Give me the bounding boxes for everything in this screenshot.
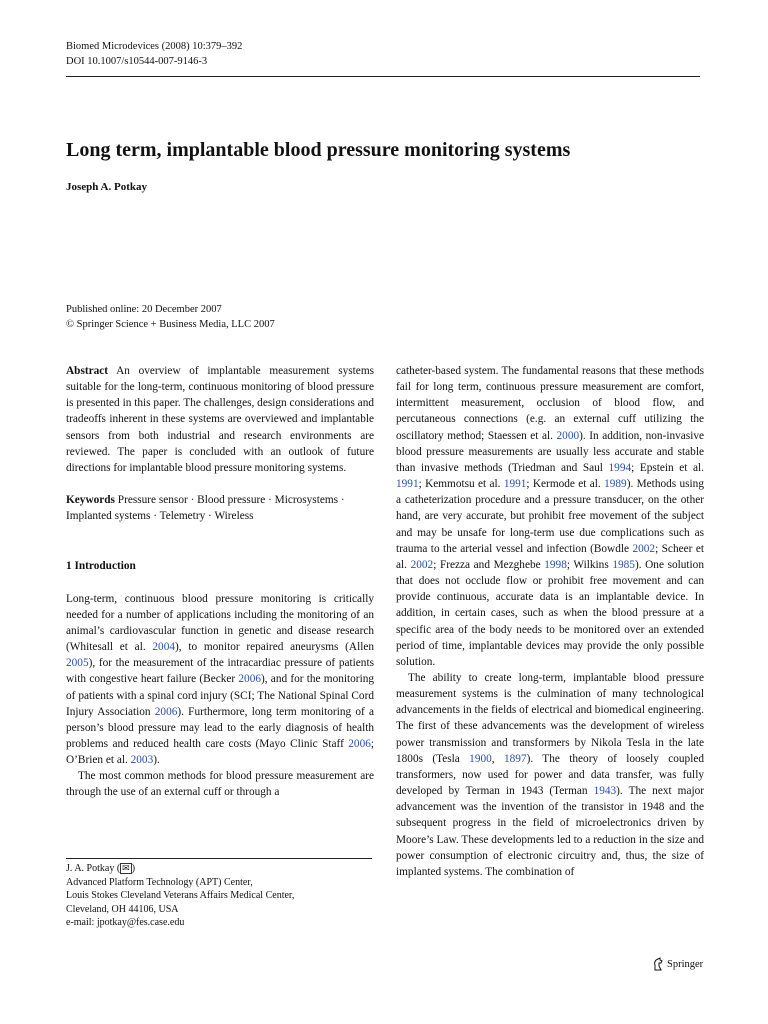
text-run: , — [491, 752, 504, 765]
citation-link[interactable]: 2003 — [130, 754, 154, 767]
right-column — [396, 363, 704, 880]
published-date: Published online: 20 December 2007 — [66, 304, 222, 315]
citation-link[interactable]: 1985 — [612, 558, 635, 571]
citation-link[interactable]: 1900 — [469, 752, 492, 765]
left-column — [66, 363, 374, 801]
footnote-author — [66, 862, 294, 876]
doi: DOI 10.1007/s10544-007-9146-3 — [66, 56, 208, 67]
text-run: ). One solution that does not occlude flow or prohibit free movement and can provide continuous, accurate data is an implantable device. In addition, in certain cases, such as when the blood pressure at a specific area of the body needs to be monitored over an extended period of time, implantable devices may provide the only possible solution. — [396, 558, 704, 668]
citation-link[interactable]: 2002 — [410, 558, 434, 571]
citation-link[interactable]: 1943 — [593, 785, 617, 798]
text-run: J. A. Potkay ( — [66, 863, 121, 874]
text-run: ; Kemmotsu et al. — [418, 478, 504, 491]
text-run: ; Frezza and Mezghebe — [433, 558, 545, 571]
abstract-label: Abstract — [66, 365, 109, 377]
citation-link[interactable]: 2004 — [152, 641, 175, 654]
citation-link[interactable]: 2002 — [632, 542, 656, 555]
copyright: © Springer Science + Business Media, LLC 2007 — [66, 319, 275, 330]
text-run: ). The next major advancement was the invention of the transistor in 1948 and the subsequent progress in the field of microelectronics driven by Moore’s Law. These developments led to a reduction in the size and power consumption of electronic circuitry and, thus, the size of implanted systems. The combination of — [396, 785, 705, 878]
citation-link[interactable]: 1991 — [503, 478, 527, 491]
springer-horse-icon — [652, 957, 664, 971]
text-run: ; Epstein et al. — [631, 461, 704, 474]
publisher-name: Springer — [667, 958, 704, 970]
citation-link[interactable]: 2006 — [154, 705, 178, 718]
text-run: ). — [153, 754, 160, 767]
citation-link[interactable]: 2006 — [238, 673, 261, 686]
text-run: ; Kermode et al. — [526, 478, 605, 491]
text-run: ). Methods using a catheterization procedure and a pressure transducer, on the other hand, are very accurate, but prohibit free movement of the subject and may be unsafe for long-term use due complications such as trauma to the arterial vessel and infection (Bowdle — [396, 478, 704, 555]
text-run: ; Wilkins — [566, 558, 613, 571]
text-run: ), to monitor repaired aneurysms (Allen — [175, 641, 375, 654]
citation-link[interactable]: 2005 — [66, 657, 89, 670]
envelope-icon[interactable]: ✉ — [122, 863, 130, 873]
header-rule — [66, 76, 700, 77]
text-run: ; O’Brien et al. — [66, 737, 374, 767]
footnote-line: Cleveland, OH 44106, USA — [66, 903, 179, 915]
text-run: ), for the measurement of the intracardiac pressure of patients with congestive heart failure (Becker — [66, 657, 374, 686]
paper-title: Long term, implantable blood pressure monitoring systems — [66, 139, 571, 161]
citation-link[interactable]: 2006 — [348, 737, 371, 750]
text-run: ). In addition, non-invasive blood pressure measurements are usually less accurate and stable than invasive methods (Triedman and Saul — [396, 429, 704, 474]
intro-paragraph-1 — [66, 591, 374, 769]
keywords-text: Pressure sensor · Blood pressure · Microsystems · Implanted systems · Telemetry · Wireless — [66, 494, 345, 523]
citation-link[interactable]: 2000 — [556, 429, 580, 442]
footnote-line: Advanced Platform Technology (APT) Center, — [66, 876, 253, 888]
citation-link[interactable]: 1897 — [503, 752, 527, 765]
text-run: ) — [131, 863, 136, 874]
footnote-rule — [66, 858, 372, 859]
text-run: ). Furthermore, long term monitoring of a person’s blood pressure may lead to the early diagnosis of health problems and reduced health care costs (Mayo Clinic Staff — [66, 705, 374, 750]
text-run: ; Scheer et al. — [396, 542, 704, 571]
text-run: ), and for the monitoring of patients with a spinal cord injury (SCI; The National Spinal Cord Injury Association — [66, 673, 375, 718]
citation-link[interactable]: 1989 — [604, 478, 627, 491]
author-name: Joseph A. Potkay — [66, 181, 147, 193]
publisher-logo — [652, 957, 703, 971]
intro-paragraph-4 — [396, 670, 704, 880]
citation-link[interactable]: 1994 — [608, 461, 632, 474]
intro-paragraph-3 — [396, 363, 704, 670]
author-affiliation-footnote — [66, 862, 294, 930]
text-run: catheter-based system. The fundamental reasons that these methods fail for long term, continuous pressure measurement are comfort, intermittent measurement, occlusion of blood flow, and percutaneous connections (e.g. an external cuff utilizing the oscillatory method; Staessen et al. — [396, 365, 704, 442]
publication-info — [66, 302, 275, 332]
citation-link[interactable]: 1991 — [396, 478, 419, 491]
footnote-line: Louis Stokes Cleveland Veterans Affairs Medical Center, — [66, 890, 295, 902]
section-heading-introduction: 1 Introduction — [66, 560, 136, 573]
text-run: ). The theory of loosely coupled transformers, now used for power and data transfer, was fully developed by Terman in 1943 (Terman — [396, 752, 705, 798]
intro-paragraph-2: The most common methods for blood pressure measurement are through the use of an external cuff or through a — [66, 770, 374, 799]
text-run: The ability to create long-term, implantable blood pressure measurement systems is the culmination of many technological advancements in the fields of electrical and biomedical engineering. The first of these advancements was the development of wireless power transmission and transformers by Nikola Tesla in the late 1800s (Tesla — [396, 671, 704, 765]
text-run: Long-term, continuous blood pressure monitoring is critically needed for a number of applications including the monitoring of an animal’s cardiovascular function in genetic and disease research (Whitesall et al. — [66, 592, 374, 654]
footnote-email: e-mail: jpotkay@fes.case.edu — [66, 917, 185, 929]
keywords — [66, 492, 374, 524]
journal-citation: Biomed Microdevices (2008) 10:379–392 — [66, 41, 243, 52]
keywords-label: Keywords — [66, 494, 115, 507]
abstract — [66, 363, 374, 476]
abstract-text: An overview of implantable measurement systems suitable for the long-term, continuous monitoring of blood pressure is presented in this paper. The challenges, design considerations and tradeoffs inherent in these systems are overviewed and implantable sensors from both industrial and research environments are reviewed. The paper is concluded with an outlook of future directions for implantable blood pressure monitoring systems. — [66, 365, 375, 474]
citation-link[interactable]: 1998 — [544, 558, 567, 571]
journal-header — [66, 39, 242, 69]
